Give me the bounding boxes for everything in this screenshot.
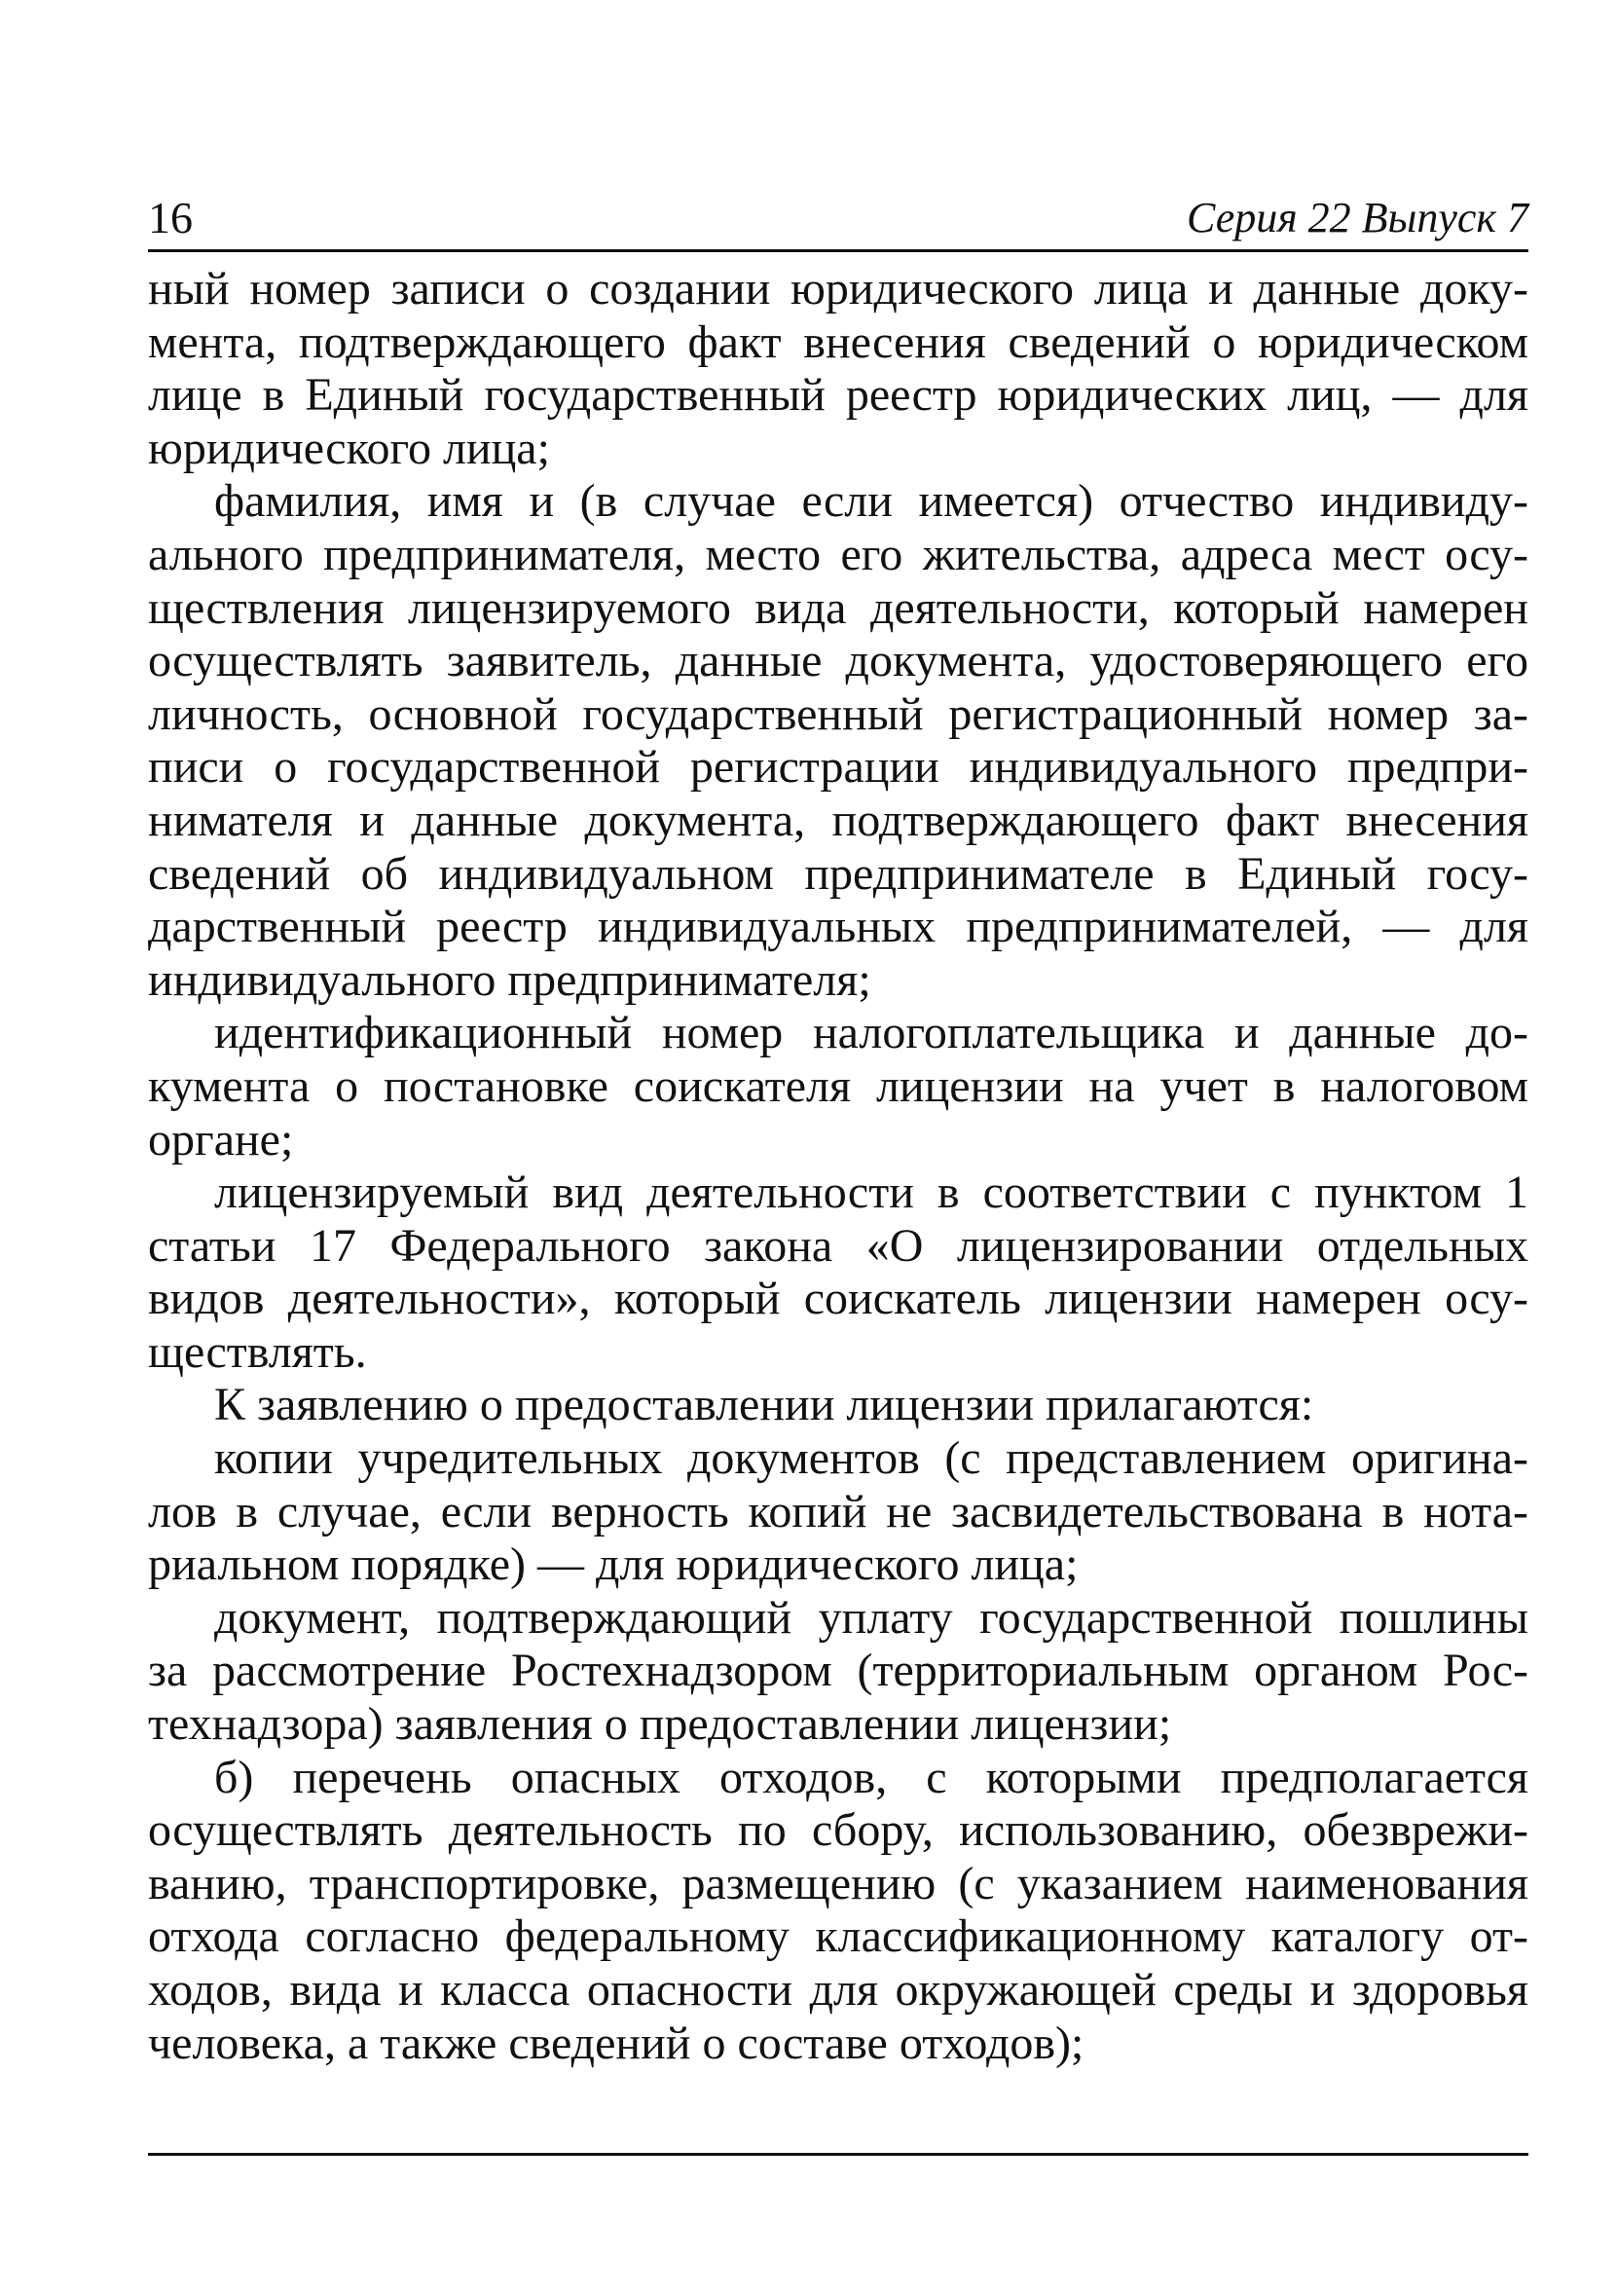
page-header <box>148 191 1528 252</box>
text-line: за рассмотрение Ростехнадзором (территориальным органом Рос- <box>148 1645 1528 1697</box>
text-line: ный номер записи о создании юридического лица и данные доку- <box>148 263 1528 315</box>
text-line: фамилия, имя и (в случае если имеется) отчество индивиду- <box>214 475 1528 528</box>
paragraph-3 <box>148 1007 1528 1167</box>
text-line: копии учредительных документов (с представлением оригина- <box>214 1432 1528 1485</box>
text-line: технадзора) заявления о предоставлении лицензии; <box>148 1698 1172 1751</box>
bottom-rule <box>148 2153 1528 2156</box>
paragraph-7 <box>148 1592 1528 1752</box>
text-line: органе; <box>148 1113 294 1166</box>
text-line: мента, подтверждающего факт внесения сведений о юридическом <box>148 315 1528 368</box>
text-line: статьи 17 Федерального закона «О лицензировании отдельных <box>148 1219 1528 1272</box>
text-line: сведений об индивидуальном предпринимателе в Единый госу- <box>148 847 1528 900</box>
text-line: отхода согласно федеральному классификационному каталогу от- <box>148 1910 1528 1963</box>
text-line: человека, а также сведений о составе отходов); <box>148 2017 1084 2069</box>
text-line: б) перечень опасных отходов, с которыми предполагается <box>214 1751 1528 1803</box>
text-line: юридического лица; <box>148 422 550 474</box>
text-line: документ, подтверждающий уплату государственной пошлины <box>214 1591 1528 1644</box>
paragraph-2 <box>148 475 1528 1007</box>
body-text <box>148 263 1528 2070</box>
text-line: дарственный реестр индивидуальных предпринимателей, — для <box>148 901 1528 953</box>
text-line: лов в случае, если верность копий не засвидетельствована в нота- <box>148 1485 1528 1537</box>
text-line: видов деятельности», который соискатель лицензии намерен осу- <box>148 1273 1528 1325</box>
text-line: лицензируемый вид деятельности в соответствии с пунктом 1 <box>214 1167 1528 1219</box>
text-line: идентификационный номер налогоплательщика и данные до- <box>214 1007 1528 1059</box>
page-number: 16 <box>148 193 193 242</box>
text-line: ществления лицензируемого вида деятельности, который намерен <box>148 581 1528 634</box>
text-line: ванию, транспортировке, размещению (с указанием наименования <box>148 1857 1528 1909</box>
paragraph-4 <box>148 1167 1528 1379</box>
text-line: индивидуального предпринимателя; <box>148 953 871 1006</box>
text-line: осуществлять деятельность по сбору, использованию, обезврежи- <box>148 1804 1528 1857</box>
text-line: личность, основной государственный регистрационный номер за- <box>148 687 1528 740</box>
text-line: ществлять. <box>148 1325 367 1378</box>
paragraph-5 <box>148 1379 1528 1432</box>
text-line: ального предпринимателя, место его жительства, адреса мест осу- <box>148 528 1528 580</box>
text-line: кумента о постановке соискателя лицензии на учет в налоговом <box>148 1059 1528 1112</box>
text-line: К заявлению о предоставлении лицензии прилагаются: <box>214 1379 1314 1431</box>
paragraph-1 <box>148 263 1528 475</box>
text-line: риальном порядке) — для юридического лица; <box>148 1538 1079 1591</box>
text-line: писи о государственной регистрации индивидуального предпри- <box>148 741 1528 794</box>
paragraph-8 <box>148 1752 1528 2071</box>
text-line: нимателя и данные документа, подтверждающего факт внесения <box>148 794 1528 846</box>
text-line: осуществлять заявитель, данные документа, удостоверяющего его <box>148 635 1528 687</box>
paragraph-6 <box>148 1432 1528 1592</box>
text-line: лице в Единый государственный реестр юридических лиц, — для <box>148 369 1528 422</box>
running-title: Серия 22 Выпуск 7 <box>1187 194 1528 241</box>
text-line: ходов, вида и класса опасности для окружающей среды и здоровья <box>148 1964 1528 2016</box>
